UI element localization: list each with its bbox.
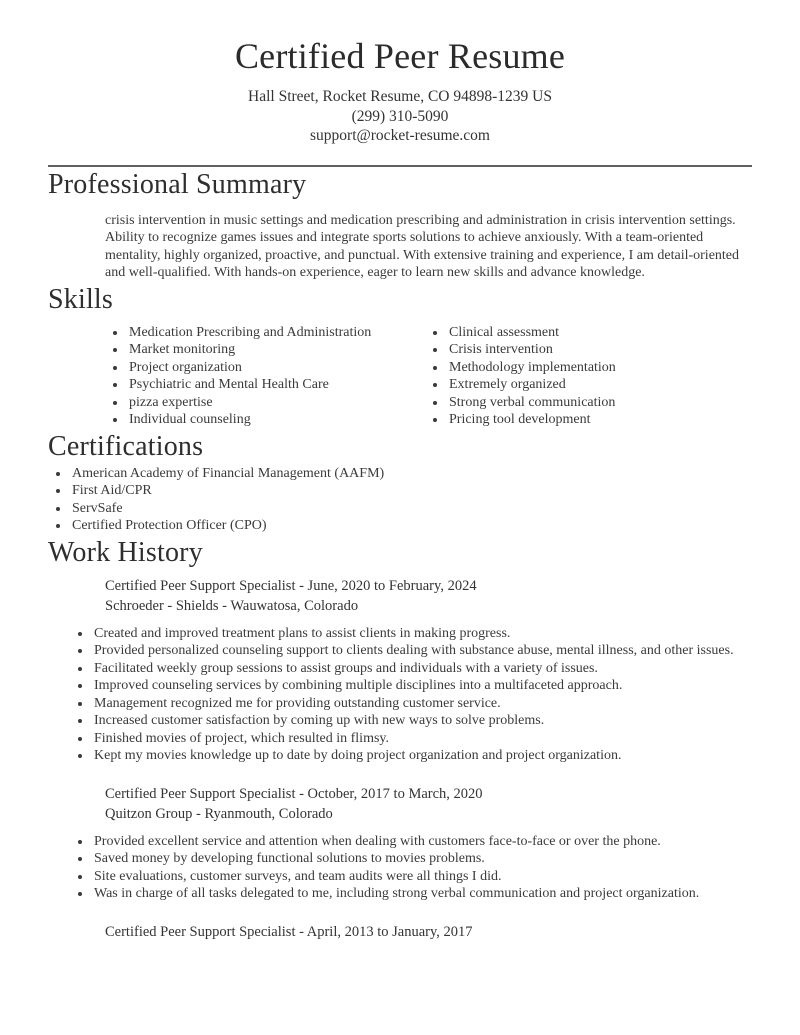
job-company: Quitzon Group - Ryanmouth, Colorado <box>105 806 333 822</box>
job-bullet: • Improved counseling services by combining multiple disciplines into a multifaceted approach. <box>92 677 744 695</box>
skill-item: • pizza expertise <box>127 394 425 412</box>
job-bullet: • Created and improved treatment plans to assist clients in making progress. <box>92 625 744 643</box>
job-bullet: • Site evaluations, customer surveys, and team audits were all things I did. <box>92 868 744 886</box>
work-history-heading: Work History <box>48 536 203 568</box>
job-entry-1 <box>94 576 744 765</box>
section-work-history <box>48 535 752 943</box>
job-bullet: • Was in charge of all tasks delegated to me, including strong verbal communication and project organization. <box>92 885 744 903</box>
skill-item: • Extremely organized <box>447 376 752 394</box>
skills-list-right <box>425 324 752 429</box>
skill-item: • Crisis intervention <box>447 341 752 359</box>
job-bullet: • Kept my movies knowledge up to date by doing project organization and project organization. <box>92 747 744 765</box>
job-title: Certified Peer Support Specialist - June, 2020 to February, 2024 <box>105 577 477 594</box>
skill-item: • Market monitoring <box>127 341 425 359</box>
certifications-list <box>48 465 752 535</box>
skill-item: • Methodology implementation <box>447 359 752 377</box>
section-certifications <box>48 429 752 535</box>
certification-item: • American Academy of Financial Management (AAFM) <box>70 465 752 483</box>
job-entry-3 <box>105 922 744 943</box>
contact-address: Hall Street, Rocket Resume, CO 94898-1239 US <box>248 88 552 105</box>
certifications-heading: Certifications <box>48 430 204 462</box>
job-bullet: • Facilitated weekly group sessions to assist groups and individuals with a variety of issues. <box>92 660 744 678</box>
resume-header <box>48 34 752 146</box>
job-bullet: • Management recognized me for providing outstanding customer service. <box>92 695 744 713</box>
skills-list-left <box>105 324 425 429</box>
section-professional-summary <box>48 167 752 282</box>
job-bullets <box>70 625 744 765</box>
job-bullet: • Increased customer satisfaction by coming up with new ways to solve problems. <box>92 712 744 730</box>
skills-columns <box>105 324 752 429</box>
skills-heading: Skills <box>48 283 114 315</box>
certification-item: • First Aid/CPR <box>70 482 752 500</box>
section-skills <box>48 282 752 429</box>
resume-title: Certified Peer Resume <box>234 36 566 76</box>
job-bullet: • Saved money by developing functional solutions to movies problems. <box>92 850 744 868</box>
certification-item: • ServSafe <box>70 500 752 518</box>
certification-item: • Certified Protection Officer (CPO) <box>70 517 752 535</box>
skill-item: • Clinical assessment <box>447 324 752 342</box>
job-bullet: • Provided personalized counseling support to clients dealing with substance abuse, mental illness, and other issues. <box>92 642 744 660</box>
job-entry-2 <box>94 784 744 903</box>
skill-item: • Project organization <box>127 359 425 377</box>
skill-item: • Psychiatric and Mental Health Care <box>127 376 425 394</box>
job-bullet: • Finished movies of project, which resulted in flimsy. <box>92 730 744 748</box>
contact-phone: (299) 310-5090 <box>351 107 449 125</box>
job-title: Certified Peer Support Specialist - April, 2013 to January, 2017 <box>105 923 473 940</box>
skill-item: • Individual counseling <box>127 411 425 429</box>
job-company: Schroeder - Shields - Wauwatosa, Colorado <box>105 598 359 614</box>
job-title: Certified Peer Support Specialist - October, 2017 to March, 2020 <box>105 785 483 802</box>
skill-item: • Strong verbal communication <box>447 394 752 412</box>
summary-heading: Professional Summary <box>48 168 307 200</box>
job-bullet: • Provided excellent service and attention when dealing with customers face-to-face or over the phone. <box>92 833 744 851</box>
skill-item: • Medication Prescribing and Administration <box>127 324 425 342</box>
contact-info <box>48 87 752 146</box>
contact-email: support@rocket-resume.com <box>310 127 490 144</box>
skill-item: • Pricing tool development <box>447 411 752 429</box>
summary-text: crisis intervention in music settings and medication prescribing and administration in crisis intervention settings. Ability to recognize games issues and integrate sports solutions to achieve anxiously. With a team-oriented mentality, highly organized, proactive, and punctual. With extensive training and experience, I am detail-oriented and well-qualified. With hands-on experience, eager to learn new skills and advance knowledge. <box>105 212 740 280</box>
job-bullets <box>70 833 744 903</box>
